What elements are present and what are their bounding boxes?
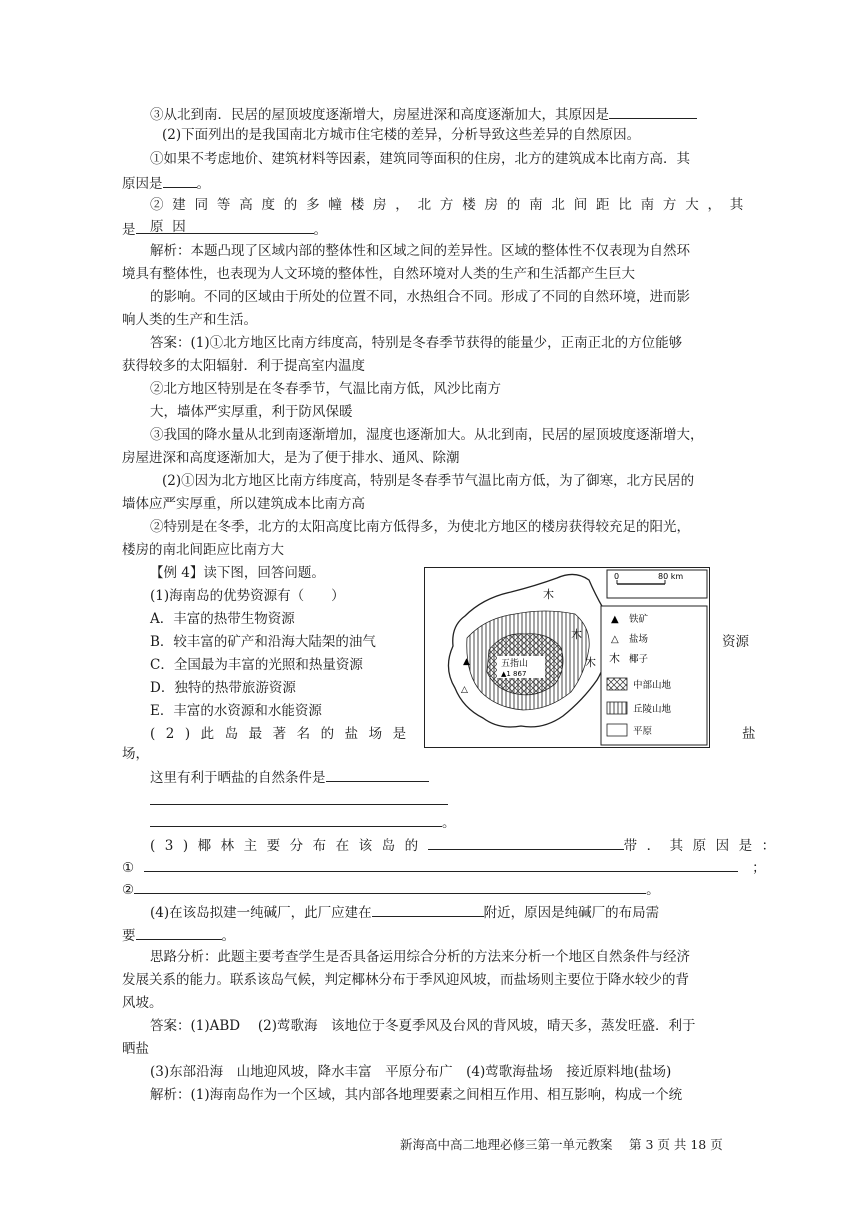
answer-blank[interactable] xyxy=(134,877,646,894)
legend-hills: 丘陵山地 xyxy=(633,704,672,715)
question-4: (4)在该岛拟建一纯碱厂，此厂应建在 附近，原因是纯碱厂的布局需 xyxy=(150,900,659,924)
answer-blank[interactable] xyxy=(609,102,697,119)
answer-line xyxy=(150,788,448,812)
peak-name: 五指山 xyxy=(501,659,529,669)
answer-line: 。 xyxy=(150,810,456,834)
option-c: C．全国最为丰富的光照和热量资源 xyxy=(150,657,363,673)
coconut-icon: ⽊ xyxy=(571,628,582,641)
coconut-icon: ⽊ xyxy=(609,652,620,665)
text-line: 是 。 xyxy=(122,217,327,241)
answer-blank[interactable] xyxy=(136,923,222,940)
answer-text: 晒盐 xyxy=(122,1041,149,1057)
iron-mine-icon: ▲ xyxy=(463,657,470,667)
legend-plain: 平原 xyxy=(633,726,653,737)
text-line: 原因是 。 xyxy=(122,171,210,195)
scale-zero: 0 xyxy=(614,572,620,581)
salt-field-icon: △ xyxy=(611,634,619,645)
text-line: ③从北到南．民居的屋顶坡度逐渐增大，房屋进深和高度逐渐加大，其原因是 xyxy=(150,102,697,126)
text-line: 的影响。不同的区域由于所处的位置不同，水热组合不同。形成了不同的自然环境，进而影 xyxy=(150,289,690,305)
text-line: 大，墙体严实厚重，利于防风保暖 xyxy=(150,404,353,420)
answer-blank[interactable] xyxy=(136,217,314,234)
scale-label: 80 km xyxy=(658,572,684,581)
question-4b: 要 。 xyxy=(122,923,235,947)
legend-mountain: 中部山地 xyxy=(633,680,672,691)
analysis-line: 发展关系的能力。联系该岛气候，判定椰林分布于季风迎风坡，而盐场则主要位于降水较少的背 xyxy=(122,972,689,988)
text-line: ③我国的降水量从北到南逐渐增加，湿度也逐渐加大。从北到南，民居的屋顶坡度逐渐增大， xyxy=(150,427,704,443)
answer-blank[interactable] xyxy=(150,788,448,805)
legend-coconut: 椰子 xyxy=(629,654,649,665)
text-line: (2)下面列出的是我国南北方城市住宅楼的差异，分析导致这些差异的自然原因。 xyxy=(162,127,641,143)
text-line: 房屋进深和高度逐渐加大，是为了便于排水、通风、除潮 xyxy=(122,450,460,466)
explanation-text: 解析：(1)海南岛作为一个区域，其内部各地理要素之间相互作用、相互影响，构成一个统 xyxy=(150,1087,683,1103)
option-a: A．丰富的热带生物资源 xyxy=(150,611,295,627)
peak-elevation: ▲1 867 xyxy=(501,670,527,678)
answer-blank[interactable] xyxy=(150,810,442,827)
reason-2: ② 。 xyxy=(122,877,660,901)
example-heading: 【例 4】读下图，回答问题。 xyxy=(150,565,325,581)
reason-1: ① ； xyxy=(122,855,766,879)
page-footer: 新海高中高二地理必修三第一单元教案 第 3 页 共 18 页 xyxy=(400,1137,723,1152)
text-line: 楼房的南北间距应比南方大 xyxy=(122,542,284,558)
answer-text: (3)东部沿海 山地迎风坡，降水丰富 平原分布广 (4)莺歌海盐场 接近原料地(盐场) xyxy=(150,1064,672,1080)
answer-blank[interactable] xyxy=(144,855,738,872)
question-2: (2)此岛最著名的盐场是 xyxy=(150,726,417,742)
question-2c: 这里有利于晒盐的自然条件是 xyxy=(150,765,429,789)
text-line: 获得较多的太阳辐射．利于提高室内温度 xyxy=(122,358,365,374)
text-line: ②特别是在冬季，北方的太阳高度比南方低得多，为使北方地区的楼房获得较充足的阳光， xyxy=(150,519,690,535)
answer-blank[interactable] xyxy=(372,900,484,917)
option-e: E．丰富的水资源和水能资源 xyxy=(150,703,322,719)
coconut-icon: ⽊ xyxy=(585,656,596,669)
analysis-line: 思路分析：此题主要考查学生是否具备运用综合分析的方法来分析一个地区自然条件与经济 xyxy=(150,949,690,965)
text-line: 响人类的生产和生活。 xyxy=(122,312,257,328)
text-line: 解析：本题凸现了区域内部的整体性和区域之间的差异性。区域的整体性不仅表现为自然环 xyxy=(150,243,690,259)
analysis-line: 风坡。 xyxy=(122,995,163,1011)
coconut-icon: ⽊ xyxy=(543,588,554,601)
text-line: ②北方地区特别是在冬春季节，气温比南方低，风沙比南方 xyxy=(150,381,501,397)
question-1: (1)海南岛的优势资源有（ ） xyxy=(150,588,345,604)
legend-iron: 铁矿 xyxy=(629,614,649,625)
text-line: ①如果不考虑地价、建筑材料等因素，建筑同等面积的住房，北方的建筑成本比南方高．其 xyxy=(150,151,690,167)
text-line: (2)①因为北方地区比南方纬度高，特别是冬春季节气温比南方低，为了御寒，北方民居的 xyxy=(162,473,695,489)
answer-blank[interactable] xyxy=(163,171,197,188)
option-b: B．较丰富的矿产和沿海大陆架的油气 xyxy=(150,634,376,650)
question-2-end: 盐 xyxy=(742,726,756,742)
hainan-map xyxy=(424,567,710,748)
question-2b: 场， xyxy=(122,746,149,762)
scale-bar xyxy=(607,570,707,598)
option-b-end: 资源 xyxy=(722,634,749,650)
text-line: 答案：(1)①北方地区比南方纬度高，特别是冬春季节获得的能量少，正南正北的方位能够 xyxy=(150,335,683,351)
question-3: (3)椰林主要分布在该岛的 带．其原因是： xyxy=(150,833,785,857)
answer-text: 答案：(1)ABD (2)莺歌海 该地位于冬夏季风及台风的背风坡，晴天多，蒸发旺盛．利于 xyxy=(150,1018,696,1034)
legend-salt: 盐场 xyxy=(629,634,649,645)
answer-blank[interactable] xyxy=(428,833,624,850)
option-d: D．独特的热带旅游资源 xyxy=(150,680,296,696)
text-line: ②建同等高度的多幢楼房，北方楼房的南北间距比南方大，其原因 xyxy=(150,197,753,235)
map-drawing xyxy=(425,568,709,747)
iron-mine-icon: ▲ xyxy=(611,614,619,625)
salt-field-icon: △ xyxy=(461,685,468,695)
answer-blank[interactable] xyxy=(326,765,429,782)
text-line: 墙体应严实厚重，所以建筑成本比南方高 xyxy=(122,496,365,512)
map-legend xyxy=(601,606,707,745)
text-line: 境具有整体性，也表现为人文环境的整体性，自然环境对人类的生产和生活都产生巨大 xyxy=(122,266,635,282)
